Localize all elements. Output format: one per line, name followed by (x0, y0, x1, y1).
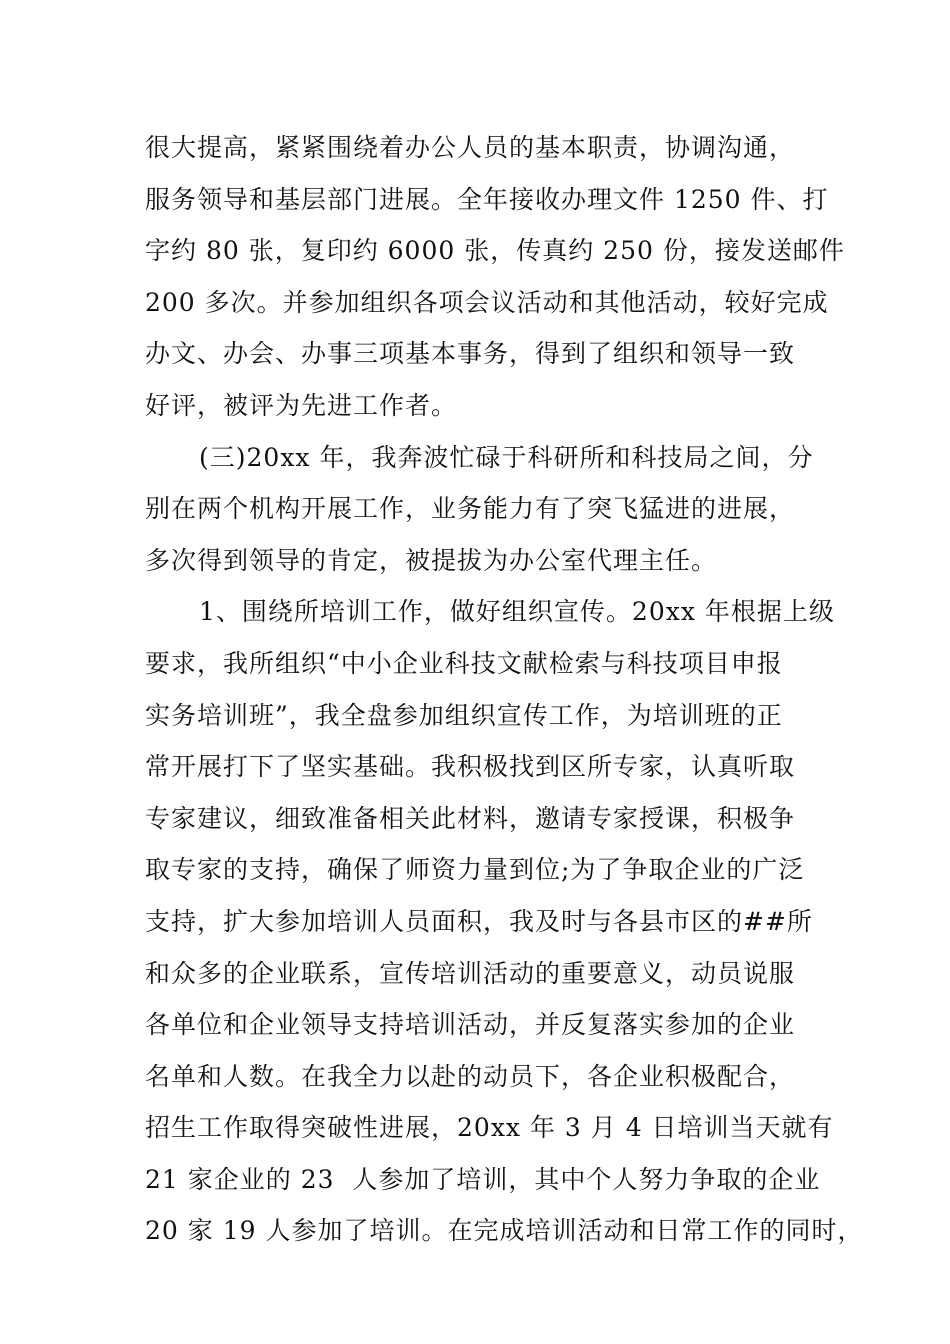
text-line: 实务培训班”，我全盘参加组织宣传工作，为培训班的正 (145, 700, 783, 730)
text-line: 招生工作取得突破性进展，20xx 年 3 月 4 日培训当天就有 (145, 1113, 834, 1143)
text-line: 好评，被评为先进工作者。 (145, 390, 458, 420)
text-line: 名单和人数。在我全力以赴的动员下，各企业积极配合， (145, 1061, 796, 1091)
text-line: 各单位和企业领导支持培训活动，并反复落实参加的企业 (145, 1010, 796, 1040)
text-line: 常开展打下了坚实基础。我积极找到区所专家，认真听取 (145, 752, 796, 782)
text-line: 专家建议，细致准备相关此材料，邀请专家授课，积极争 (145, 803, 796, 833)
text-line: 别在两个机构开展工作，业务能力有了突飞猛进的进展， (145, 494, 796, 524)
paragraph-start-line: 1、围绕所培训工作，做好组织宣传。20xx 年根据上级 (199, 597, 835, 627)
text-line: 取专家的支持，确保了师资力量到位;为了争取企业的广泛 (145, 855, 805, 885)
text-line: 服务领导和基层部门进展。全年接收办理文件 1250 件、打 (145, 184, 829, 214)
text-line: 和众多的企业联系，宣传培训活动的重要意义，动员说服 (145, 958, 796, 988)
paragraph-start-line: (三)20xx 年，我奔波忙碌于科研所和科技局之间，分 (199, 442, 814, 472)
text-line: 字约 80 张，复印约 6000 张，传真约 250 份，接发送邮件 (145, 236, 845, 266)
text-line: 办文、办会、办事三项基本事务，得到了组织和领导一致 (145, 339, 796, 369)
text-line: 20 家 19 人参加了培训。在完成培训活动和日常工作的同时， (145, 1216, 864, 1246)
text-line: 21 家企业的 23 人参加了培训，其中个人努力争取的企业 (145, 1164, 821, 1194)
text-line: 200 多次。并参加组织各项会议活动和其他活动，较好完成 (145, 287, 829, 317)
text-line: 支持，扩大参加培训人员面积，我及时与各县市区的##所 (145, 906, 813, 936)
text-line: 要求，我所组织“中小企业科技文献检索与科技项目申报 (145, 648, 783, 678)
text-line: 多次得到领导的肯定，被提拔为办公室代理主任。 (145, 545, 718, 575)
document-body (145, 122, 864, 1257)
text-line: 很大提高，紧紧围绕着办公人员的基本职责，协调沟通， (145, 133, 796, 162)
